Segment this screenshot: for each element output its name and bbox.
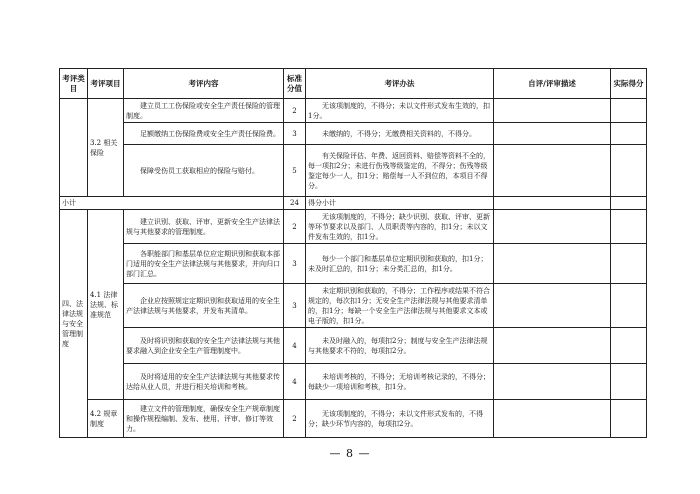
evaluation-table bbox=[59, 68, 647, 438]
content-cell: 建立文件的管理制度，确保安全生产规章制度和操作规程编制、发布、使用、评审、修订等效力。 bbox=[124, 400, 284, 438]
content-cell: 足额缴纳工伤保险费或安全生产责任保险费。 bbox=[124, 123, 284, 145]
subtotal-label: 小计 bbox=[60, 197, 284, 210]
subtotal-score: 24 bbox=[284, 197, 306, 210]
method-cell: 未及时融入的，每项扣2分；制度与安全生产法律法规与其他要求不符的，每项扣2分。 bbox=[306, 328, 494, 364]
table-row bbox=[60, 284, 647, 328]
actual-cell bbox=[611, 123, 647, 145]
score-cell: 4 bbox=[284, 328, 306, 364]
desc-cell bbox=[494, 284, 611, 328]
desc-cell bbox=[494, 99, 611, 123]
header-category: 考评类目 bbox=[60, 69, 88, 99]
content-cell: 建立识别、获取、评审、更新安全生产法律法规与其他要求的管理制度。 bbox=[124, 210, 284, 244]
actual-cell bbox=[611, 284, 647, 328]
content-cell: 保障受伤员工获取相应的保险与赔付。 bbox=[124, 145, 284, 197]
table-row bbox=[60, 400, 647, 438]
score-cell: 5 bbox=[284, 145, 306, 197]
method-cell: 无该项制度的，不得分；缺少识别、获取、评审、更新等环节要求以及部门、人员职责等内容的，扣1分；未以文件发布生效的，扣1分。 bbox=[306, 210, 494, 244]
table-row bbox=[60, 123, 647, 145]
actual-cell bbox=[611, 210, 647, 244]
score-cell: 2 bbox=[284, 210, 306, 244]
method-cell: 每少一个部门和基层单位定期识别和获取的，扣1分；未及时汇总的，扣1分；未分类汇总的，扣1分。 bbox=[306, 244, 494, 284]
content-cell: 建立员工工伤保险或安全生产责任保险的管理制度。 bbox=[124, 99, 284, 123]
score-cell: 3 bbox=[284, 123, 306, 145]
table-row bbox=[60, 210, 647, 244]
table-row bbox=[60, 99, 647, 123]
header-method: 考评办法 bbox=[306, 69, 494, 99]
table-row bbox=[60, 145, 647, 197]
score-cell: 2 bbox=[284, 400, 306, 438]
desc-cell bbox=[494, 364, 611, 400]
header-desc: 自评/评审描述 bbox=[494, 69, 611, 99]
score-cell: 2 bbox=[284, 99, 306, 123]
actual-cell bbox=[611, 197, 647, 210]
method-cell: 无该项制度的，不得分；未以文件形式发布的，不得分；缺少环节内容的，每项扣2分。 bbox=[306, 400, 494, 438]
method-cell: 有关保险评估、年费、返回资料、赔偿等资料不全的，每一项扣2分；未进行伤残等级鉴定的，不得分；伤残等级鉴定每少一人，扣1分；赔偿每一人不到位的，本项目不得分。 bbox=[306, 145, 494, 197]
category-cell-empty bbox=[60, 99, 88, 197]
content-cell: 及时将识别和获取的安全生产法律法规与其他要求融入到企业安全生产管理制度中。 bbox=[124, 328, 284, 364]
header-score: 标准分值 bbox=[284, 69, 306, 99]
actual-cell bbox=[611, 99, 647, 123]
desc-cell bbox=[494, 197, 611, 210]
table-row bbox=[60, 364, 647, 400]
actual-cell bbox=[611, 145, 647, 197]
content-cell: 及时将适用的安全生产法律法规与其他要求传达给从业人员，并进行相关培训和考核。 bbox=[124, 364, 284, 400]
desc-cell bbox=[494, 210, 611, 244]
actual-cell bbox=[611, 364, 647, 400]
header-actual: 实际得分 bbox=[611, 69, 647, 99]
score-cell: 4 bbox=[284, 364, 306, 400]
item-cell: 4.2 规章制度 bbox=[88, 400, 124, 438]
header-row bbox=[60, 69, 647, 99]
method-cell: 未缴纳的，不得分；无缴费相关资料的，不得分。 bbox=[306, 123, 494, 145]
item-cell: 4.1 法律法规、标准规范 bbox=[88, 210, 124, 400]
header-content: 考评内容 bbox=[124, 69, 284, 99]
subtotal-row bbox=[60, 197, 647, 210]
subtotal-method: 得分小计 bbox=[306, 197, 494, 210]
header-item: 考评项目 bbox=[88, 69, 124, 99]
page-number: — 8 — bbox=[329, 447, 371, 460]
table-row bbox=[60, 328, 647, 364]
desc-cell bbox=[494, 145, 611, 197]
score-cell: 3 bbox=[284, 284, 306, 328]
desc-cell bbox=[494, 400, 611, 438]
score-cell: 3 bbox=[284, 244, 306, 284]
item-cell: 3.2 相关保险 bbox=[88, 99, 124, 197]
content-cell: 企业应按照规定定期识别和获取适用的安全生产法律法规与其他要求，并发布其清单。 bbox=[124, 284, 284, 328]
method-cell: 无该项制度的，不得分；未以文件形式发布生效的，扣1分。 bbox=[306, 99, 494, 123]
desc-cell bbox=[494, 123, 611, 145]
actual-cell bbox=[611, 244, 647, 284]
content-cell: 各职能部门和基层单位应定期识别和获取本部门适用的安全生产法律法规与其他要求，并向归口部门汇总。 bbox=[124, 244, 284, 284]
desc-cell bbox=[494, 328, 611, 364]
actual-cell bbox=[611, 400, 647, 438]
desc-cell bbox=[494, 244, 611, 284]
method-cell: 未培训考核的，不得分；无培训考核记录的，不得分；每缺少一项培训和考核，扣1分。 bbox=[306, 364, 494, 400]
table-row bbox=[60, 244, 647, 284]
method-cell: 未定期识别和获取的，不得分；工作程序或结果不符合规定的，每次扣1分；无安全生产法律法规与其他要求清单的，扣1分；每缺一个安全生产法律法规与其他要求文本或电子版的，扣1分。 bbox=[306, 284, 494, 328]
actual-cell bbox=[611, 328, 647, 364]
category-cell: 四、法律法规与安全管理制度 bbox=[60, 210, 88, 438]
